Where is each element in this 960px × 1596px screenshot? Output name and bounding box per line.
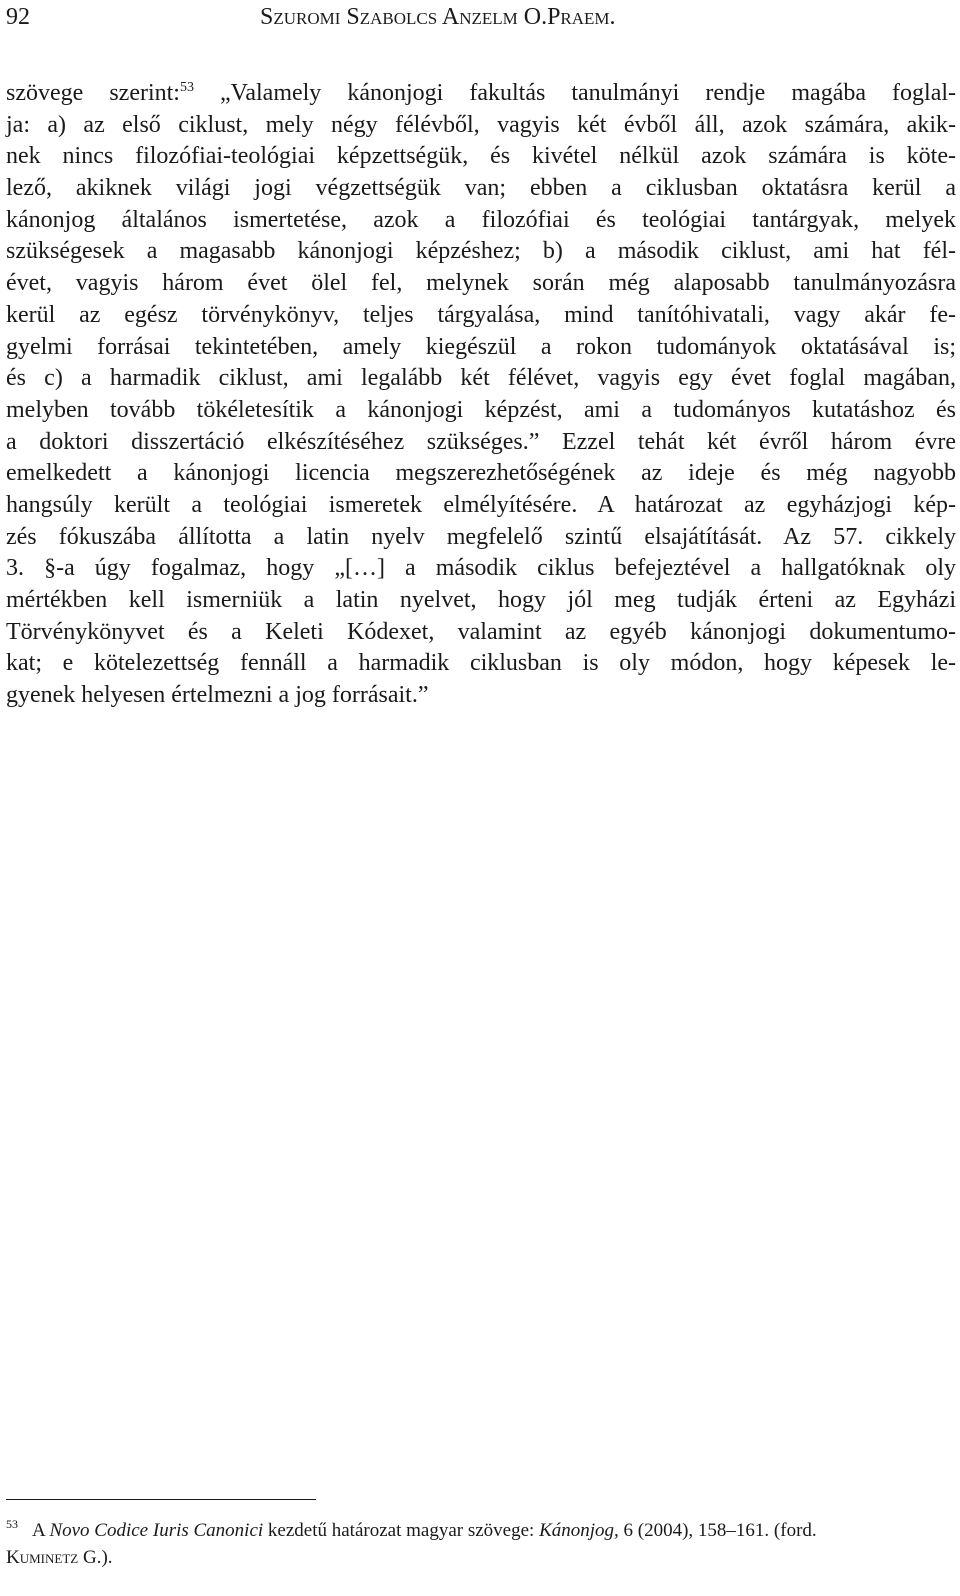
text-line xyxy=(6,78,956,110)
footnote-text: ). xyxy=(101,1547,113,1568)
text-line: gyenek helyesen értelmezni a jog forrásait.” xyxy=(6,682,429,709)
text-line: Törvénykönyvet és a Keleti Kódexet, valamint az egyéb kánonjogi dokumentumo- xyxy=(6,618,956,645)
footnote-number: 53 xyxy=(6,1517,18,1531)
text-line: hangsúly került a teológiai ismeretek elmélyítésére. A határozat az egyházjogi kép- xyxy=(6,491,956,518)
text-line: melyben tovább tökéletesítik a kánonjogi képzést, ami a tudományos kutatáshoz és xyxy=(6,396,956,423)
text-line: ja: a) az első ciklust, mely négy félévből, vagyis két évből áll, azok számára, akik- xyxy=(6,111,956,138)
text-line: zés fókuszába állította a latin nyelv megfelelő szintű elsajátítását. Az 57. cikkely xyxy=(6,523,956,550)
text-line: 3. §-a úgy fogalmaz, hogy „[…] a második ciklus befejeztével a hallgatóknak oly xyxy=(6,555,956,582)
text-line: a doktori disszertáció elkészítéséhez szükséges.” Ezzel tehát két évről három évre xyxy=(6,428,956,455)
footnote-text: A xyxy=(32,1520,50,1541)
footnote-line xyxy=(6,1517,956,1544)
page-header xyxy=(6,2,956,32)
footnote-text: 6 (2004), 158–161. (ford. xyxy=(618,1520,817,1541)
text-line: kat; e kötelezettség fennáll a harmadik ciklusban is oly módon, hogy képesek le- xyxy=(6,650,956,677)
page-number: 92 xyxy=(6,4,30,30)
footnote-text: kezdetű határozat magyar szövege: xyxy=(263,1520,540,1541)
footnote xyxy=(6,1517,956,1571)
text-line: mértékben kell ismerniük a latin nyelvet, hogy jól meg tudják érteni az Egyházi xyxy=(6,587,956,613)
footnote-italic-journal: Kánonjog, xyxy=(539,1520,619,1541)
text-line: gyelmi forrásai tekintetében, amely kiegészül a rokon tudományok oktatásával is; xyxy=(6,333,956,360)
footnote-italic-title: Novo Codice Iuris Canonici xyxy=(49,1520,264,1541)
text-line: kerül az egész törvénykönyv, teljes tárgyalása, mind tanítóhivatali, vagy akár fe- xyxy=(6,301,956,328)
footnote-translator: Kuminetz G. xyxy=(6,1547,102,1568)
footnote-line xyxy=(6,1544,956,1571)
text-line: évet, vagyis három évet ölel fel, melynek során még alaposabb tanulmányozásra xyxy=(6,270,956,297)
text-line: nek nincs filozófiai-teológiai képzettségük, és kivétel nélkül azok számára is köte- xyxy=(6,143,956,170)
footnote-divider xyxy=(6,1499,316,1500)
running-head: Szuromi Szabolcs Anzelm O.Praem. xyxy=(260,4,616,30)
text-segment: szövege szerint: xyxy=(6,80,180,106)
footnote-reference: 53 xyxy=(179,80,194,95)
text-line: kánonjog általános ismertetése, azok a filozófiai és teológiai tantárgyak, melyek xyxy=(6,206,956,233)
text-segment: „Valamely kánonjogi fakultás tanulmányi rendje magába foglal- xyxy=(193,80,957,106)
body-text xyxy=(6,78,956,712)
text-line: szükségesek a magasabb kánonjogi képzéshez; b) a második ciklust, ami hat fél- xyxy=(6,238,956,265)
text-line: emelkedett a kánonjogi licencia megszerezhetőségének az ideje és még nagyobb xyxy=(6,460,956,487)
text-line: és c) a harmadik ciklust, ami legalább két félévet, vagyis egy évet foglal magában, xyxy=(6,365,956,392)
text-line: lező, akiknek világi jogi végzettségük van; ebben a ciklusban oktatásra kerül a xyxy=(6,175,956,202)
